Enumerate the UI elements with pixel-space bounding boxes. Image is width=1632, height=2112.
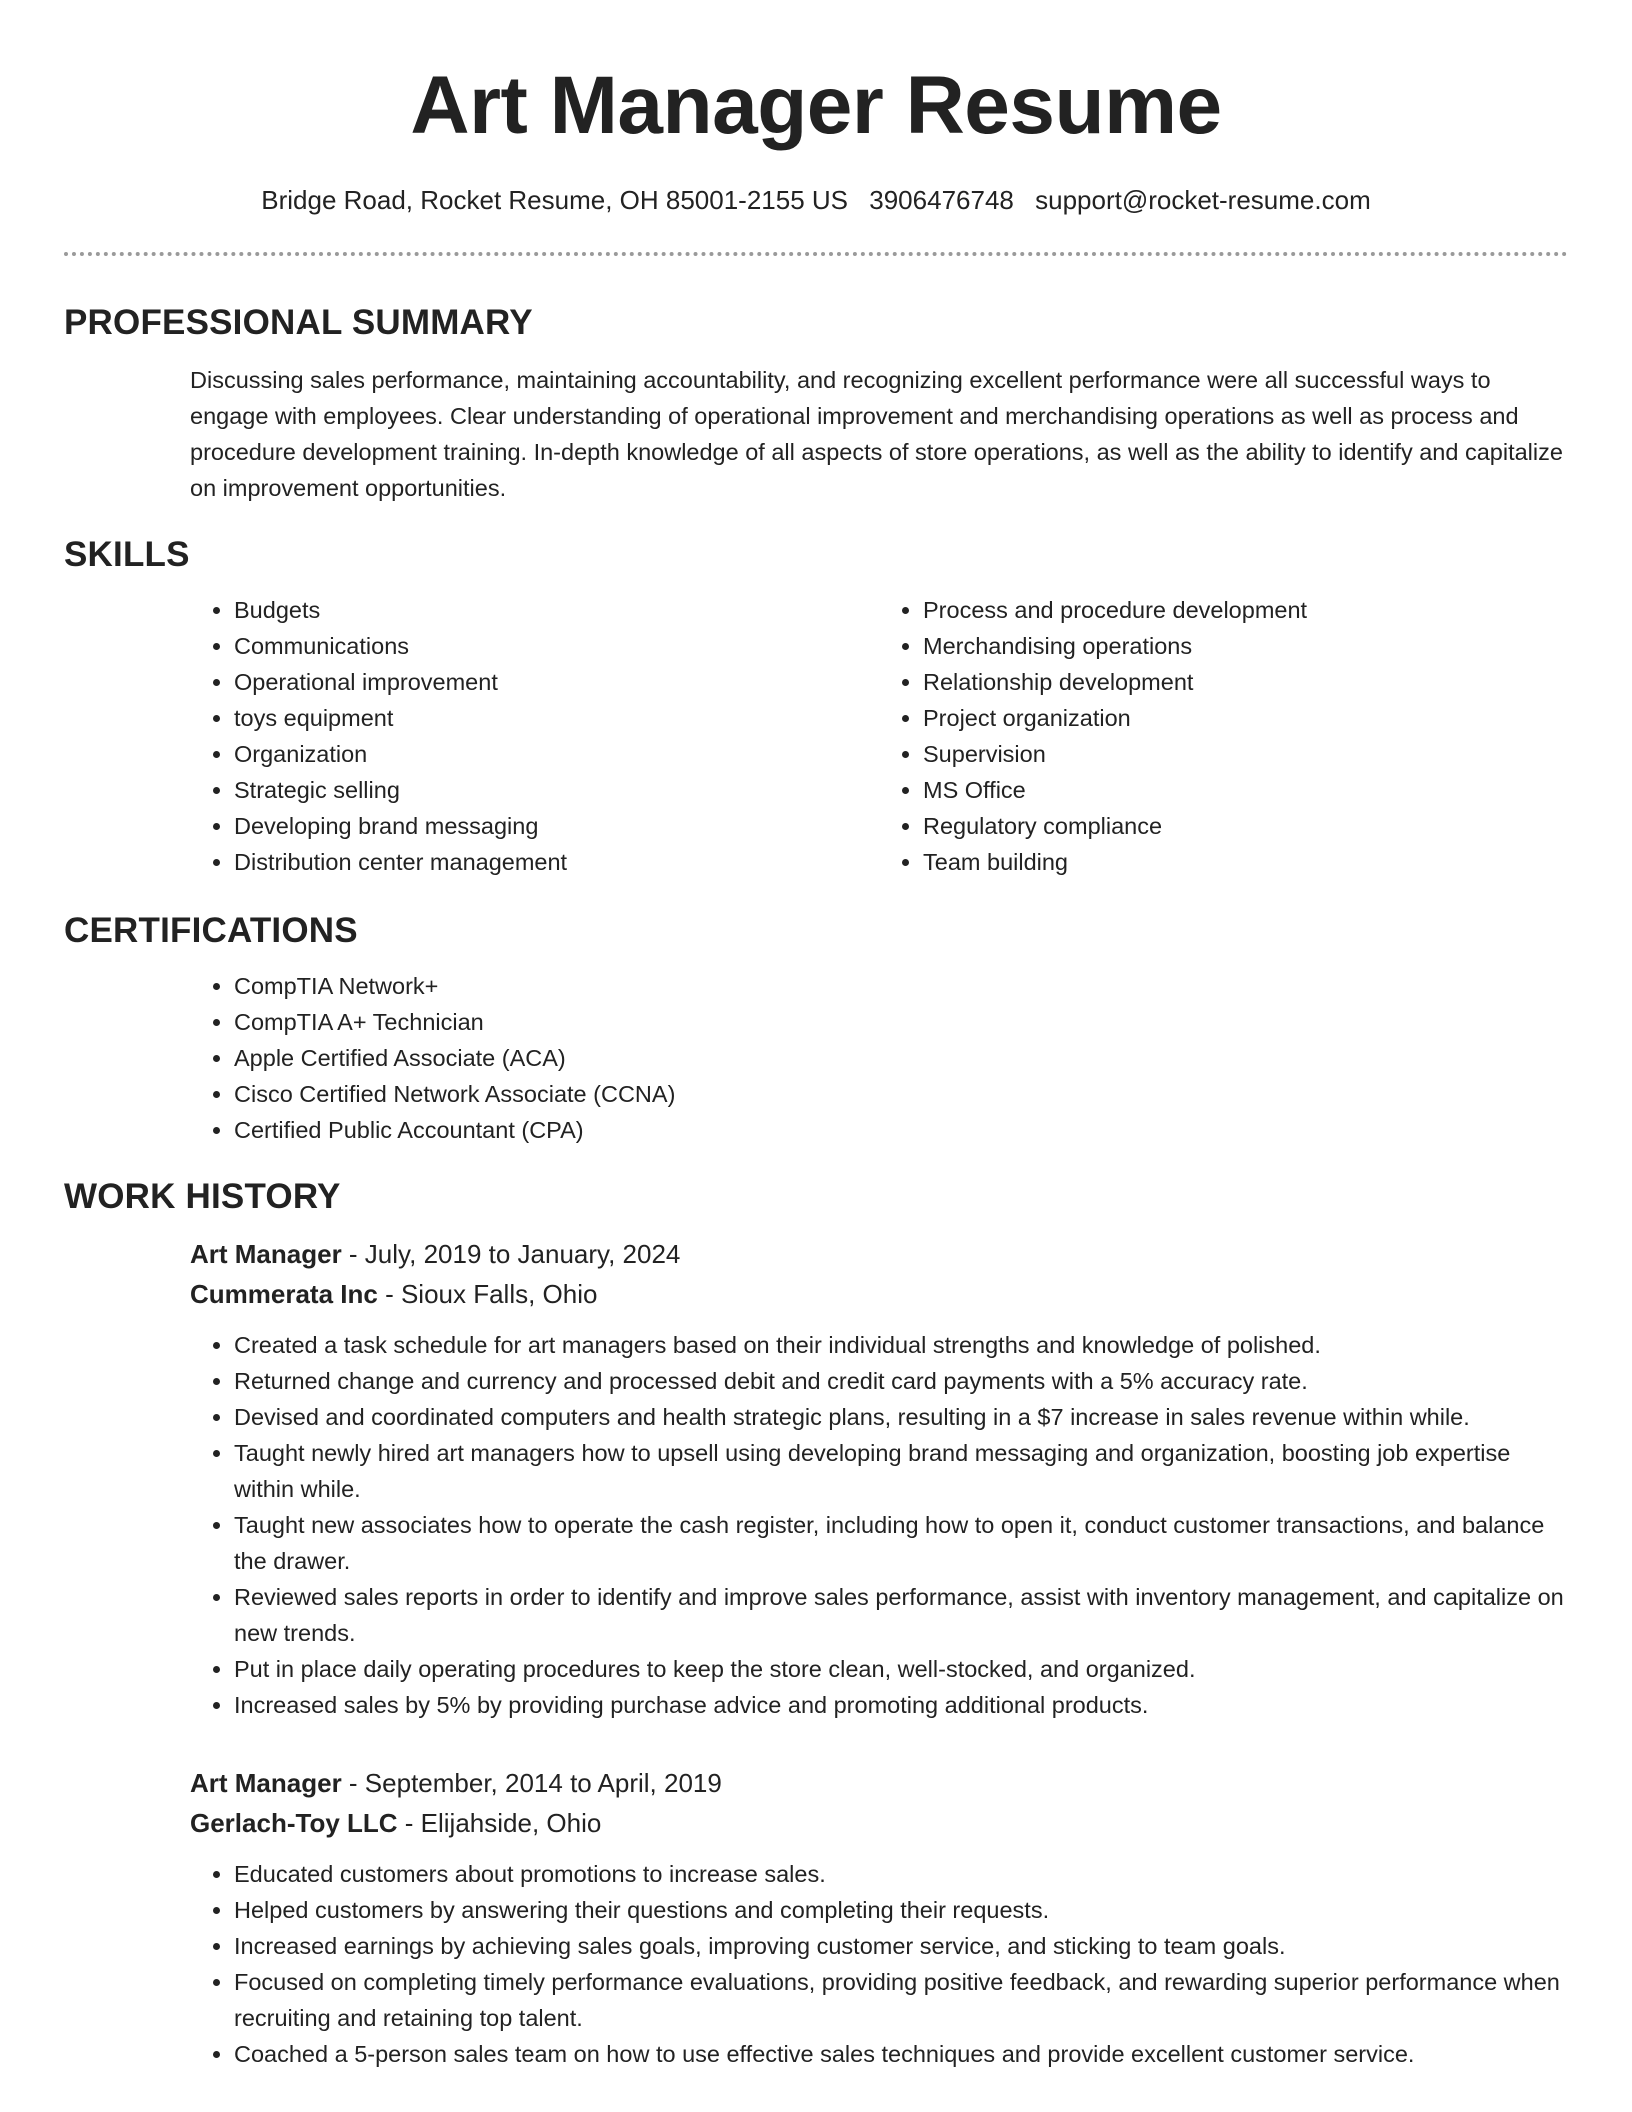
job-title-line — [190, 1234, 1568, 1274]
job-title: Art Manager — [190, 1768, 342, 1798]
skill-item: • toys equipment — [234, 700, 879, 736]
job-dates: - July, 2019 to January, 2024 — [341, 1239, 681, 1269]
certifications-heading: CERTIFICATIONS — [64, 911, 358, 950]
contact-email: support@rocket-resume.com — [1035, 185, 1371, 215]
certification-item: • Cisco Certified Network Associate (CCNA) — [234, 1076, 1568, 1112]
skill-item: • MS Office — [923, 772, 1568, 808]
job-bullet: • Put in place daily operating procedures to keep the store clean, well-stocked, and organized. — [234, 1651, 1568, 1687]
certifications-list — [64, 968, 1568, 1148]
job-bullet: • Increased sales by 5% by providing purchase advice and promoting additional products. — [234, 1687, 1568, 1723]
job-bullet: • Devised and coordinated computers and health strategic plans, resulting in a $7 increase in sales revenue within while. — [234, 1399, 1568, 1435]
certification-item: • CompTIA A+ Technician — [234, 1004, 1568, 1040]
contact-phone: 3906476748 — [869, 185, 1014, 215]
job-location: - Sioux Falls, Ohio — [377, 1279, 598, 1309]
job-bullet: • Focused on completing timely performance evaluations, providing positive feedback, and rewarding superior performance when recruiting and retaining top talent. — [234, 1964, 1568, 2036]
certification-item: • CompTIA Network+ — [234, 968, 1568, 1004]
job-entry — [64, 1763, 1568, 2072]
job-entry — [64, 1234, 1568, 1723]
summary-text: Discussing sales performance, maintaining accountability, and recognizing excellent performance were all successful ways to engage with employees. Clear understanding of operational improvement and merchandising operations as well as process and procedure development training. In-depth knowledge of all aspects of store operations, as well as the ability to identify and capitalize on improvement opportunities. — [190, 367, 1563, 501]
job-bullets — [190, 1856, 1568, 2072]
contact-address: Bridge Road, Rocket Resume, OH 85001-2155 US — [261, 185, 849, 215]
job-company-line — [190, 1274, 1568, 1314]
contact-line — [64, 183, 1568, 217]
skill-item: • Process and procedure development — [923, 592, 1568, 628]
skill-item: • Operational improvement — [234, 664, 879, 700]
job-bullet: • Coached a 5-person sales team on how to use effective sales techniques and provide excellent customer service. — [234, 2036, 1568, 2072]
job-company-line — [190, 1803, 1568, 1843]
skill-item: • Supervision — [923, 736, 1568, 772]
job-bullet: • Returned change and currency and processed debit and credit card payments with a 5% accuracy rate. — [234, 1363, 1568, 1399]
skill-item: • Merchandising operations — [923, 628, 1568, 664]
job-bullet: • Taught new associates how to operate the cash register, including how to open it, conduct customer transactions, and balance the drawer. — [234, 1507, 1568, 1579]
skill-item: • Organization — [234, 736, 879, 772]
skill-item: • Budgets — [234, 592, 879, 628]
dotted-divider — [64, 252, 1568, 256]
job-bullet: • Taught newly hired art managers how to upsell using developing brand messaging and organization, boosting job expertise within while. — [234, 1435, 1568, 1507]
job-bullet: • Created a task schedule for art managers based on their individual strengths and knowledge of polished. — [234, 1327, 1568, 1363]
job-bullet: • Educated customers about promotions to increase sales. — [234, 1856, 1568, 1892]
job-dates: - September, 2014 to April, 2019 — [341, 1768, 722, 1798]
job-company: Cummerata Inc — [190, 1279, 378, 1309]
job-title-line — [190, 1763, 1568, 1803]
job-bullet: • Reviewed sales reports in order to identify and improve sales performance, assist with inventory management, and capitalize on new trends. — [234, 1579, 1568, 1651]
skill-item: • Team building — [923, 844, 1568, 880]
skill-item: • Communications — [234, 628, 879, 664]
job-location: - Elijahside, Ohio — [397, 1808, 602, 1838]
skill-item: • Relationship development — [923, 664, 1568, 700]
page-title: Art Manager Resume — [410, 60, 1222, 151]
certification-item: • Certified Public Accountant (CPA) — [234, 1112, 1568, 1148]
skill-item: • Regulatory compliance — [923, 808, 1568, 844]
job-bullets — [190, 1327, 1568, 1723]
skill-item: • Project organization — [923, 700, 1568, 736]
skills-column-left — [190, 592, 879, 880]
job-bullet: • Increased earnings by achieving sales goals, improving customer service, and sticking to team goals. — [234, 1928, 1568, 1964]
job-bullet: • Helped customers by answering their questions and completing their requests. — [234, 1892, 1568, 1928]
job-title: Art Manager — [190, 1239, 342, 1269]
skill-item: • Strategic selling — [234, 772, 879, 808]
summary-heading: PROFESSIONAL SUMMARY — [64, 303, 533, 342]
work-history-heading: WORK HISTORY — [64, 1177, 341, 1216]
skill-item: • Distribution center management — [234, 844, 879, 880]
skills-column-right — [879, 592, 1568, 880]
skill-item: • Developing brand messaging — [234, 808, 879, 844]
skills-heading: SKILLS — [64, 535, 190, 574]
skills-grid — [64, 592, 1568, 880]
job-company: Gerlach-Toy LLC — [190, 1808, 398, 1838]
certification-item: • Apple Certified Associate (ACA) — [234, 1040, 1568, 1076]
